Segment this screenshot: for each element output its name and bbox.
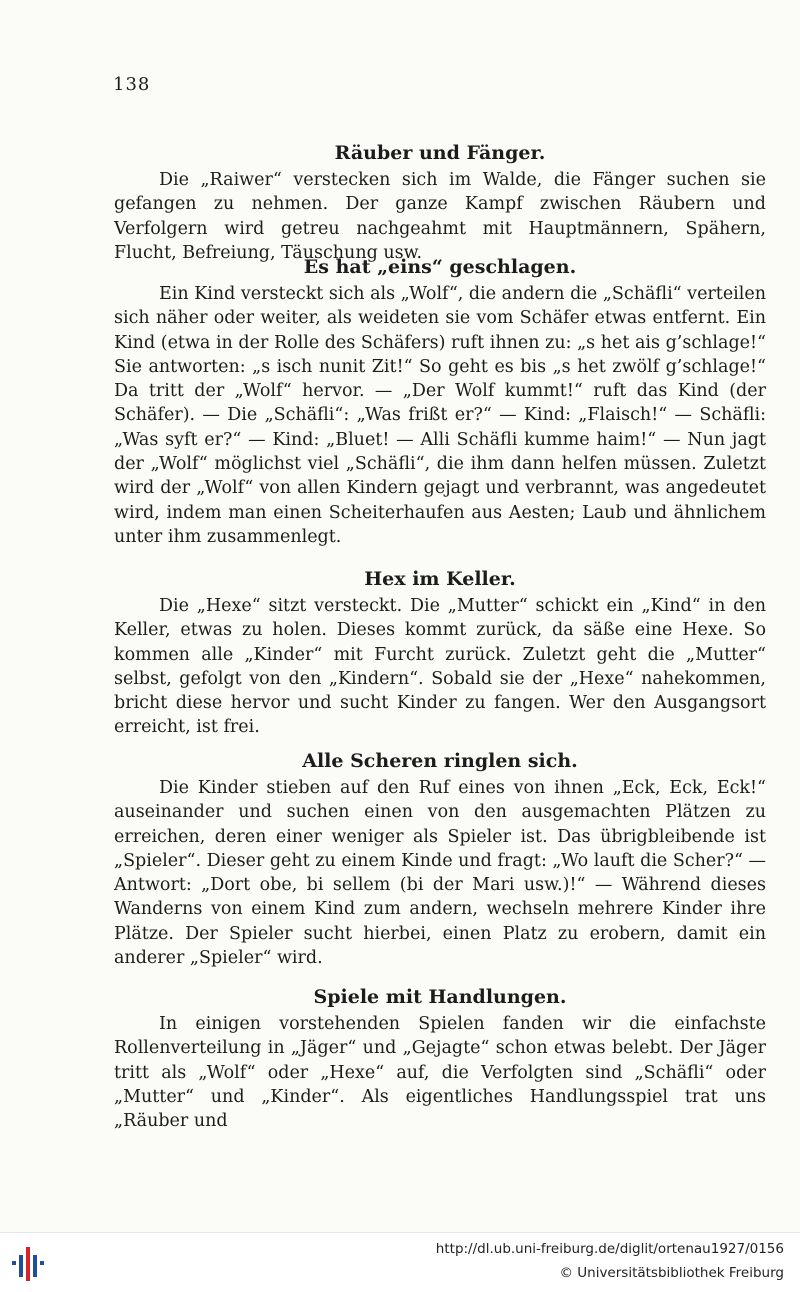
source-url-link[interactable]: http://dl.ub.uni-freiburg.de/diglit/ortenau1927/0156 <box>435 1241 784 1257</box>
section-heading: Es hat „eins“ geschlagen. <box>303 256 577 278</box>
page-number: 138 <box>113 74 151 95</box>
section-spiele-mit-handlungen <box>114 984 766 1141</box>
university-library-logo-icon <box>10 1241 52 1283</box>
section-es-hat-eins-geschlagen <box>114 254 766 557</box>
section-paragraph: In einigen vorstehenden Spielen fanden wir die einfachste Rollenverteilung in „Jäger“ und „Gejagte“ schon etwas belebt. Der Jäger tritt als „Wolf“ oder „Hexe“ auf, die Verfolgten sind „Schäfli“ oder „Mutter“ und „Kinder“. Als eigentliches Handlungsspiel trat uns „Räuber und <box>114 1014 766 1132</box>
section-heading: Hex im Keller. <box>364 568 516 590</box>
library-footer <box>0 1232 800 1292</box>
section-paragraph: Ein Kind versteckt sich als „Wolf“, die andern die „Schäfli“ verteilen sich näher oder weiter, als weideten sie vom Schäfer etwas entfernt. Ein Kind (etwa in der Rolle des Schäfers) ruft ihnen zu: „s het ais g’schlage!“ Sie antworten: „s isch nunit Zit!“ So geht es bis „s het zwölf g’schlage!“ Da tritt der „Wolf“ hervor. — „Der Wolf kummt!“ ruft das Kind (der Schäfer). — Die „Schäfli“: „Was frißt er?“ — Kind: „Flaisch!“ — Schäfli: „Was syft er?“ — Kind: „Bluet! — Alli Schäfli kumme haim!“ — Nun jagt der „Wolf“ möglichst viel „Schäfli“, die ihm dann helfen müssen. Zuletzt wird der „Wolf“ von allen Kindern gejagt und verbrannt, was angedeutet wird, indem man einen Scheiterhaufen aus Aesten; Laub und ähnlichem unter ihm zusammenlegt. <box>114 284 766 547</box>
section-hex-im-keller <box>114 566 766 748</box>
section-paragraph: Die „Raiwer“ verstecken sich im Walde, die Fänger suchen sie gefangen zu nehmen. Der ganze Kampf zwischen Räubern und Verfolgern wird getreu nachgeahmt mit Hauptmännern, Spähern, Flucht, Befreiung, Täuschung usw. <box>114 170 766 263</box>
section-paragraph: Die „Hexe“ sitzt versteckt. Die „Mutter“ schickt ein „Kind“ in den Keller, etwas zu holen. Dieses kommt zurück, da säße eine Hexe. So kommen alle „Kinder“ mit Furcht zurück. Zuletzt geht die „Mutter“ selbst, gefolgt von den „Kindern“. Sobald sie der „Hexe“ nahekommen, bricht diese hervor und sucht Kinder zu fangen. Wer den Ausgangsort erreicht, ist frei. <box>114 596 766 738</box>
section-heading: Alle Scheren ringlen sich. <box>302 750 578 772</box>
copyright-notice: © Universitätsbibliothek Freiburg <box>559 1265 784 1281</box>
section-heading: Räuber und Fänger. <box>334 142 546 164</box>
section-alle-scheren-ringlen-sich <box>114 748 766 978</box>
section-heading: Spiele mit Handlungen. <box>313 986 567 1008</box>
section-paragraph: Die Kinder stieben auf den Ruf eines von ihnen „Eck, Eck, Eck!“ auseinander und suchen einen von den ausgemachten Plätzen zu erreichen, deren einer weniger als Spieler ist. Das übrigbleibende ist „Spieler“. Dieser geht zu einem Kinde und fragt: „Wo lauft die Scher?“ — Antwort: „Dort obe, bi sellem (bi der Mari usw.)!“ — Während dieses Wanderns von einem Kind zum andern, wechseln mehrere Kinder ihre Plätze. Der Spieler sucht hierbei, einen Platz zu erobern, damit ein anderer „Spieler“ wird. <box>114 778 767 969</box>
